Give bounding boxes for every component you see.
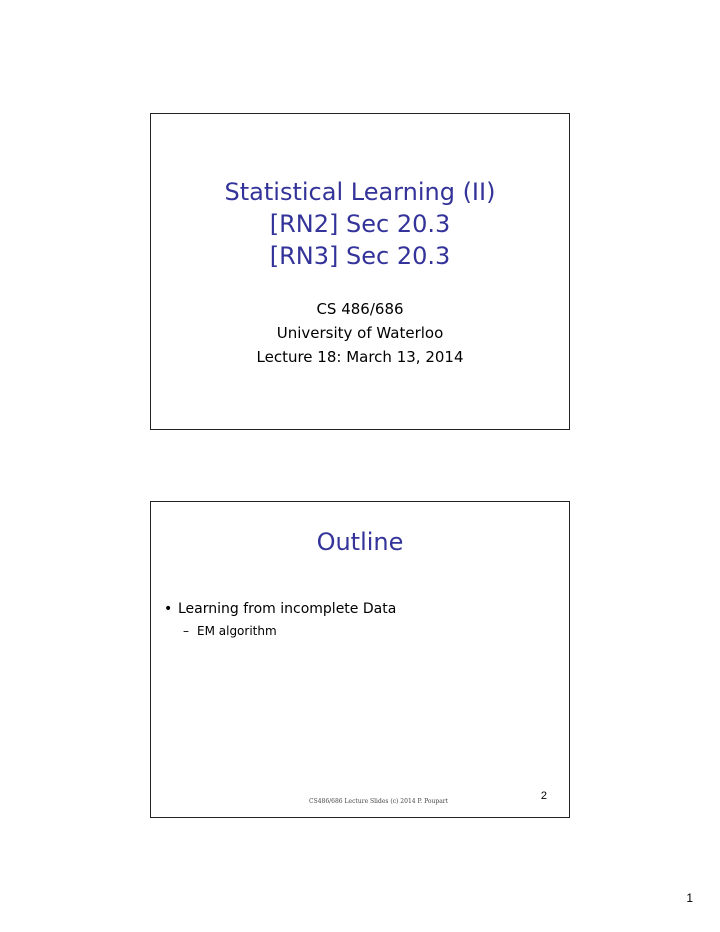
university: University of Waterloo (276, 324, 444, 342)
slide-2-title: Outline (316, 528, 404, 556)
slide-footer: CS486/686 Lecture Slides (c) 2014 P. Poupart (309, 798, 449, 805)
sub-bullet-text: EM algorithm (197, 624, 277, 638)
slide-1-title (151, 176, 569, 272)
course-code: CS 486/686 (316, 300, 404, 318)
bullet-text: Learning from incomplete Data (178, 601, 397, 617)
slide-number: 2 (540, 790, 547, 802)
lecture-date: Lecture 18: March 13, 2014 (256, 348, 464, 366)
title-line: [RN2] Sec 20.3 (269, 210, 451, 238)
sub-bullet-mark: – (183, 624, 189, 638)
bullet-mark: • (164, 601, 173, 617)
slide-1 (150, 113, 570, 430)
slide-1-subtitle (151, 297, 569, 369)
title-line: Statistical Learning (II) (224, 178, 496, 206)
slide-2 (150, 501, 570, 818)
title-line: [RN3] Sec 20.3 (269, 242, 451, 270)
page-number: 1 (686, 891, 693, 905)
bullet-item (164, 600, 396, 618)
sub-bullet-item (183, 623, 277, 639)
